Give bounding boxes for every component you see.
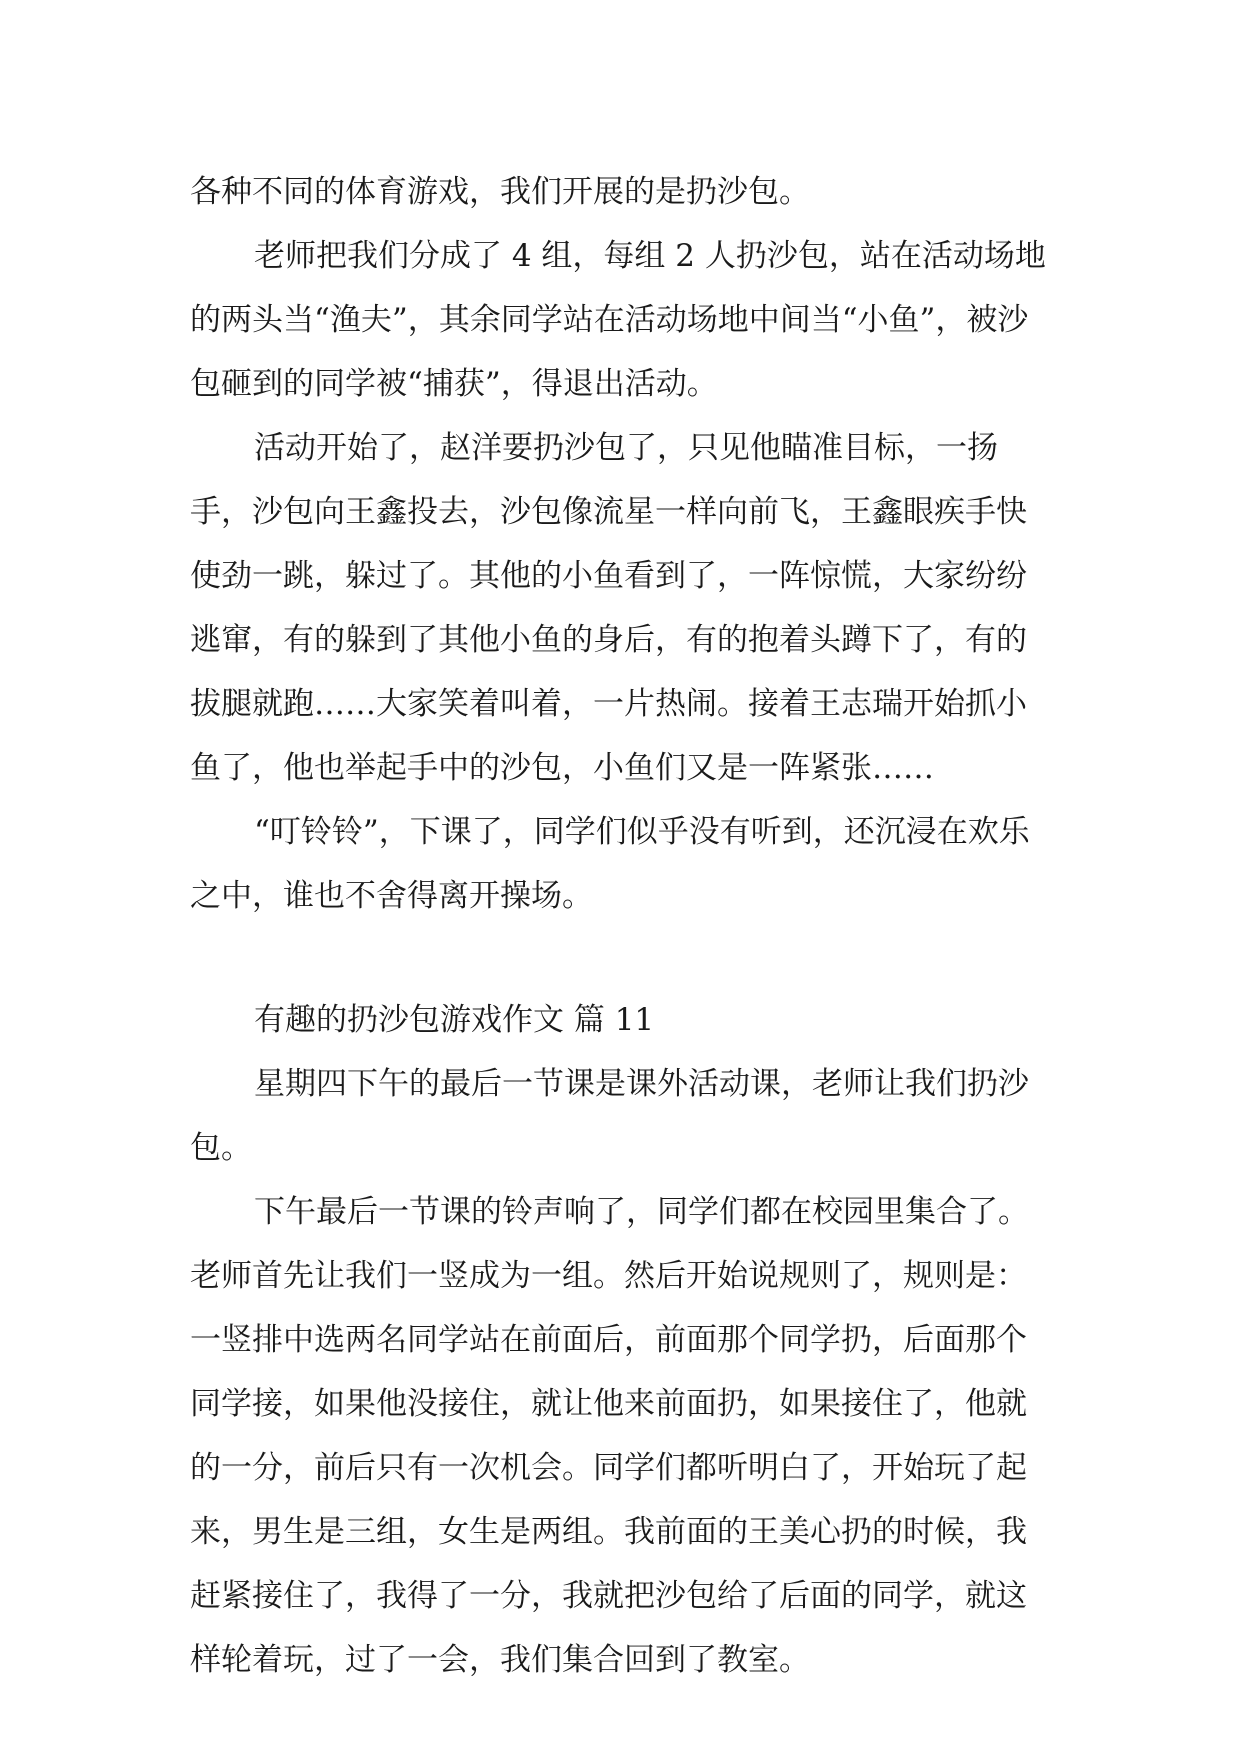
paragraph-continuation: 各种不同的体育游戏，我们开展的是扔沙包。	[190, 174, 810, 210]
section-title: 有趣的扔沙包游戏作文 篇 11	[254, 1002, 655, 1038]
section-paragraph-intro: 星期四下午的最后一节课是课外活动课，老师让我们扔沙包。	[190, 1066, 1029, 1166]
document-body	[190, 160, 1052, 1692]
paragraph-groups: 老师把我们分成了 4 组，每组 2 人扔沙包，站在活动场地的两头当“渔夫”，其余同学站在活动场地中间当“小鱼”，被沙包砸到的同学被“捕获”，得退出活动。	[190, 238, 1046, 402]
paragraph-activity: 活动开始了，赵洋要扔沙包了，只见他瞄准目标，一扬手，沙包向王鑫投去，沙包像流星一样向前飞，王鑫眼疾手快使劲一跳，躲过了。其他的小鱼看到了，一阵惊慌，大家纷纷逃窜，有的躲到了其他小鱼的身后，有的抱着头蹲下了，有的拔腿就跑……大家笑着叫着，一片热闹。接着王志瑞开始抓小鱼了，他也举起手中的沙包，小鱼们又是一阵紧张……	[190, 430, 1027, 786]
paragraph-bell: “叮铃铃”，下课了，同学们似乎没有听到，还沉浸在欢乐之中，谁也不舍得离开操场。	[190, 814, 1030, 914]
section-paragraph-rules: 下午最后一节课的铃声响了，同学们都在校园里集合了。老师首先让我们一竖成为一组。然后开始说规则了，规则是：一竖排中选两名同学站在前面后，前面那个同学扔，后面那个同学接，如果他没接住，就让他来前面扔，如果接住了，他就的一分，前后只有一次机会。同学们都听明白了，开始玩了起来，男生是三组，女生是两组。我前面的王美心扔的时候，我赶紧接住了，我得了一分，我就把沙包给了后面的同学，就这样轮着玩，过了一会，我们集合回到了教室。	[190, 1194, 1029, 1678]
